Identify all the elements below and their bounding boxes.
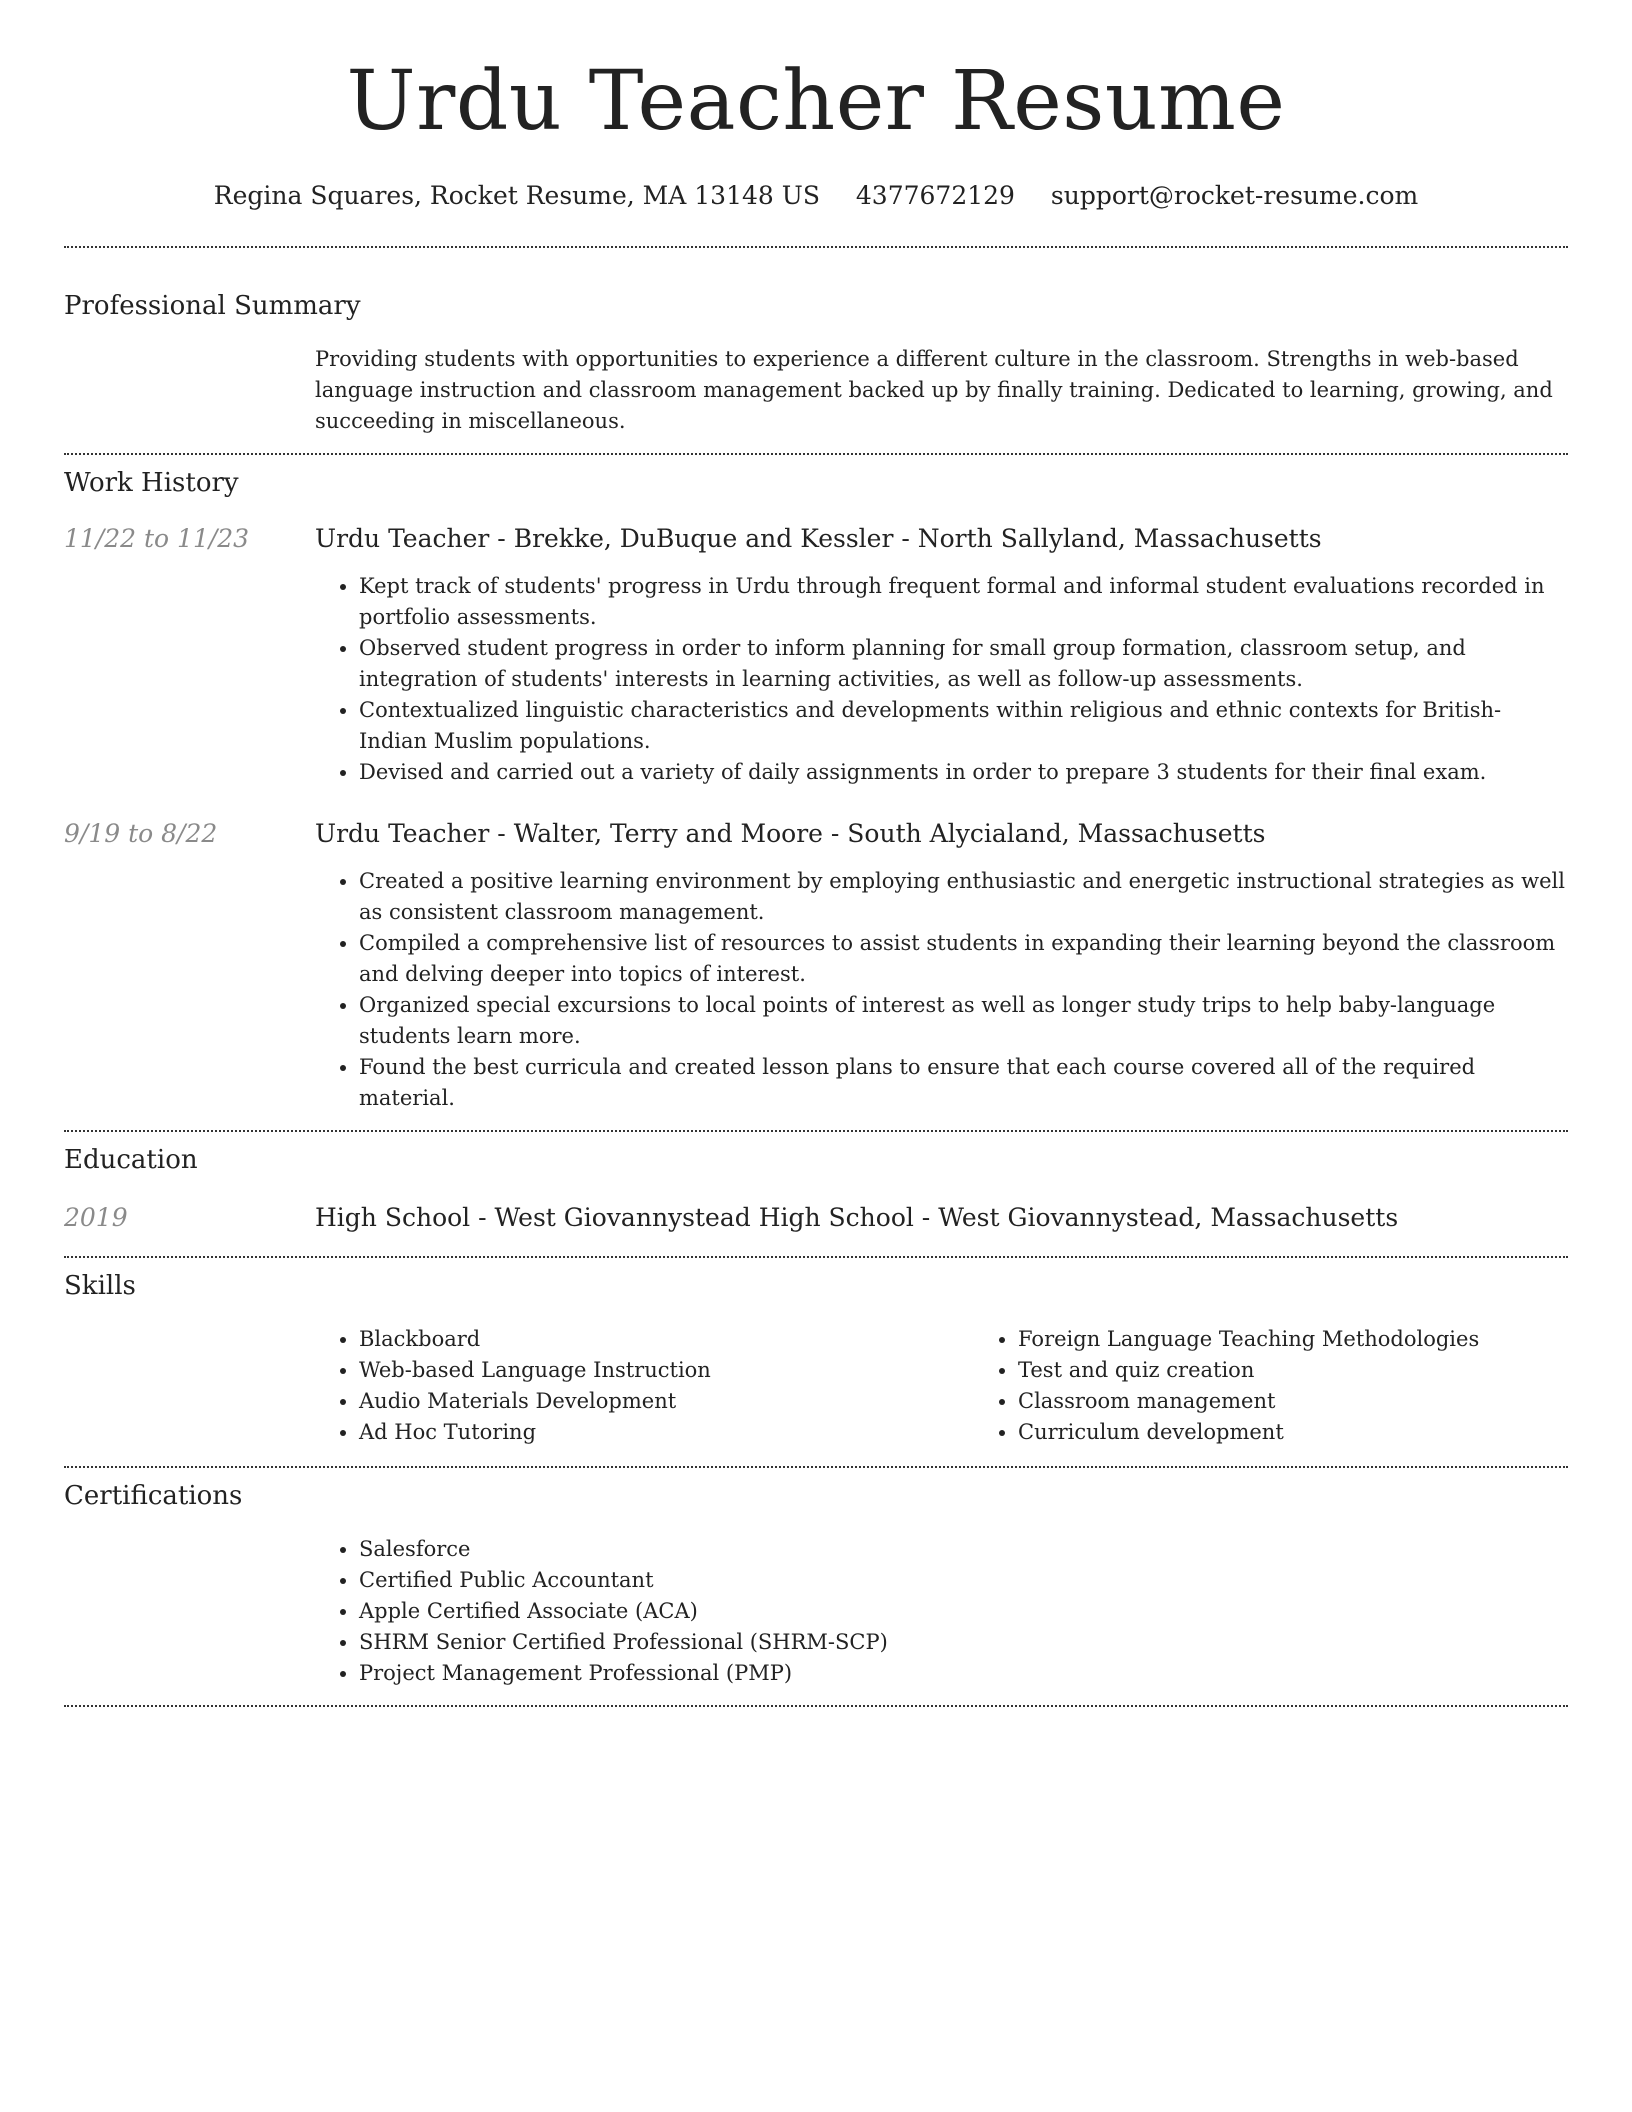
list-item: • Organized special excursions to local points of interest as well as longer study trips to help baby-language students learn more. — [359, 990, 1568, 1052]
job-dates: 9/19 to 8/22 — [64, 819, 218, 848]
contact-line — [64, 180, 1568, 212]
list-item: • Devised and carried out a variety of daily assignments in order to prepare 3 students for their final exam. — [359, 757, 1568, 788]
list-item: • Project Management Professional (PMP) — [359, 1658, 1568, 1689]
section-title-summary: Professional Summary — [64, 291, 361, 321]
certifications-row — [64, 1534, 1568, 1689]
contact-phone: 4377672129 — [855, 181, 1015, 210]
list-item: • Test and quiz creation — [1018, 1355, 1632, 1386]
divider — [64, 1256, 1568, 1258]
list-item: • SHRM Senior Certified Professional (SHRM-SCP) — [359, 1627, 1568, 1658]
resume-page — [64, 0, 1568, 1707]
list-item: • Compiled a comprehensive list of resources to assist students in expanding their learning beyond the classroom and delving deeper into topics of interest. — [359, 928, 1568, 990]
divider — [64, 1130, 1568, 1132]
certifications-spacer — [64, 1534, 315, 1689]
certifications-list — [315, 1534, 1568, 1689]
resume-title: Urdu Teacher Resume — [346, 54, 1286, 149]
education-title: High School - West Giovannystead High School - West Giovannystead, Massachusetts — [315, 1203, 1399, 1232]
list-item: • Salesforce — [359, 1534, 1568, 1565]
section-title-skills: Skills — [64, 1271, 136, 1301]
education-entry — [64, 1202, 1568, 1234]
divider — [64, 246, 1568, 248]
list-item: • Created a positive learning environment by employing enthusiastic and energetic instructional strategies as well as consistent classroom management. — [359, 866, 1568, 928]
certifications-body — [315, 1534, 1568, 1689]
divider — [64, 1705, 1568, 1707]
list-item: • Ad Hoc Tutoring — [359, 1417, 974, 1448]
list-item: • Curriculum development — [1018, 1417, 1632, 1448]
list-item: • Kept track of students' progress in Urdu through frequent formal and informal student evaluations recorded in portfolio assessments. — [359, 571, 1568, 633]
list-item: • Web-based Language Instruction — [359, 1355, 974, 1386]
section-title-education: Education — [64, 1145, 198, 1175]
list-item: • Contextualized linguistic characteristics and developments within religious and ethnic contexts for British-Indian Muslim populations. — [359, 695, 1568, 757]
list-item: • Foreign Language Teaching Methodologies — [1018, 1324, 1632, 1355]
summary-spacer — [64, 344, 315, 437]
list-item: • Audio Materials Development — [359, 1386, 974, 1417]
list-item: • Apple Certified Associate (ACA) — [359, 1596, 1568, 1627]
section-title-work-history: Work History — [64, 468, 239, 498]
list-item: • Certified Public Accountant — [359, 1565, 1568, 1596]
list-item: • Observed student progress in order to inform planning for small group formation, classroom setup, and integration of students' interests in learning activities, as well as follow-up assessments. — [359, 633, 1568, 695]
list-item: • Blackboard — [359, 1324, 974, 1355]
job-bullets — [315, 571, 1568, 788]
section-title-certifications: Certifications — [64, 1481, 243, 1511]
list-item: • Found the best curricula and created lesson plans to ensure that each course covered all of the required material. — [359, 1052, 1568, 1114]
summary-row — [64, 344, 1568, 437]
skills-spacer — [64, 1324, 315, 1448]
list-item: • Classroom management — [1018, 1386, 1632, 1417]
job-dates: 11/22 to 11/23 — [64, 524, 250, 553]
job-body — [315, 818, 1568, 1114]
contact-address: Regina Squares, Rocket Resume, MA 13148 US — [213, 181, 820, 210]
job-entry — [64, 523, 1568, 788]
job-bullets — [315, 866, 1568, 1114]
job-entry — [64, 818, 1568, 1114]
job-title: Urdu Teacher - Walter, Terry and Moore - South Alycialand, Massachusetts — [315, 819, 1266, 848]
skills-grid — [315, 1324, 1632, 1448]
divider — [64, 1466, 1568, 1468]
skills-list-left — [315, 1324, 974, 1448]
divider — [64, 453, 1568, 455]
skills-row — [64, 1324, 1568, 1448]
contact-email: support@rocket-resume.com — [1050, 181, 1419, 210]
summary-text: Providing students with opportunities to experience a different culture in the classroom. Strengths in web-based language instruction and classroom management backed up by finally training. Dedicated to learning, growing, and succeeding in miscellaneous. — [315, 347, 1553, 433]
job-title: Urdu Teacher - Brekke, DuBuque and Kessler - North Sallyland, Massachusetts — [315, 524, 1322, 553]
job-body — [315, 523, 1568, 788]
skills-list-right — [974, 1324, 1632, 1448]
education-date: 2019 — [64, 1203, 128, 1232]
